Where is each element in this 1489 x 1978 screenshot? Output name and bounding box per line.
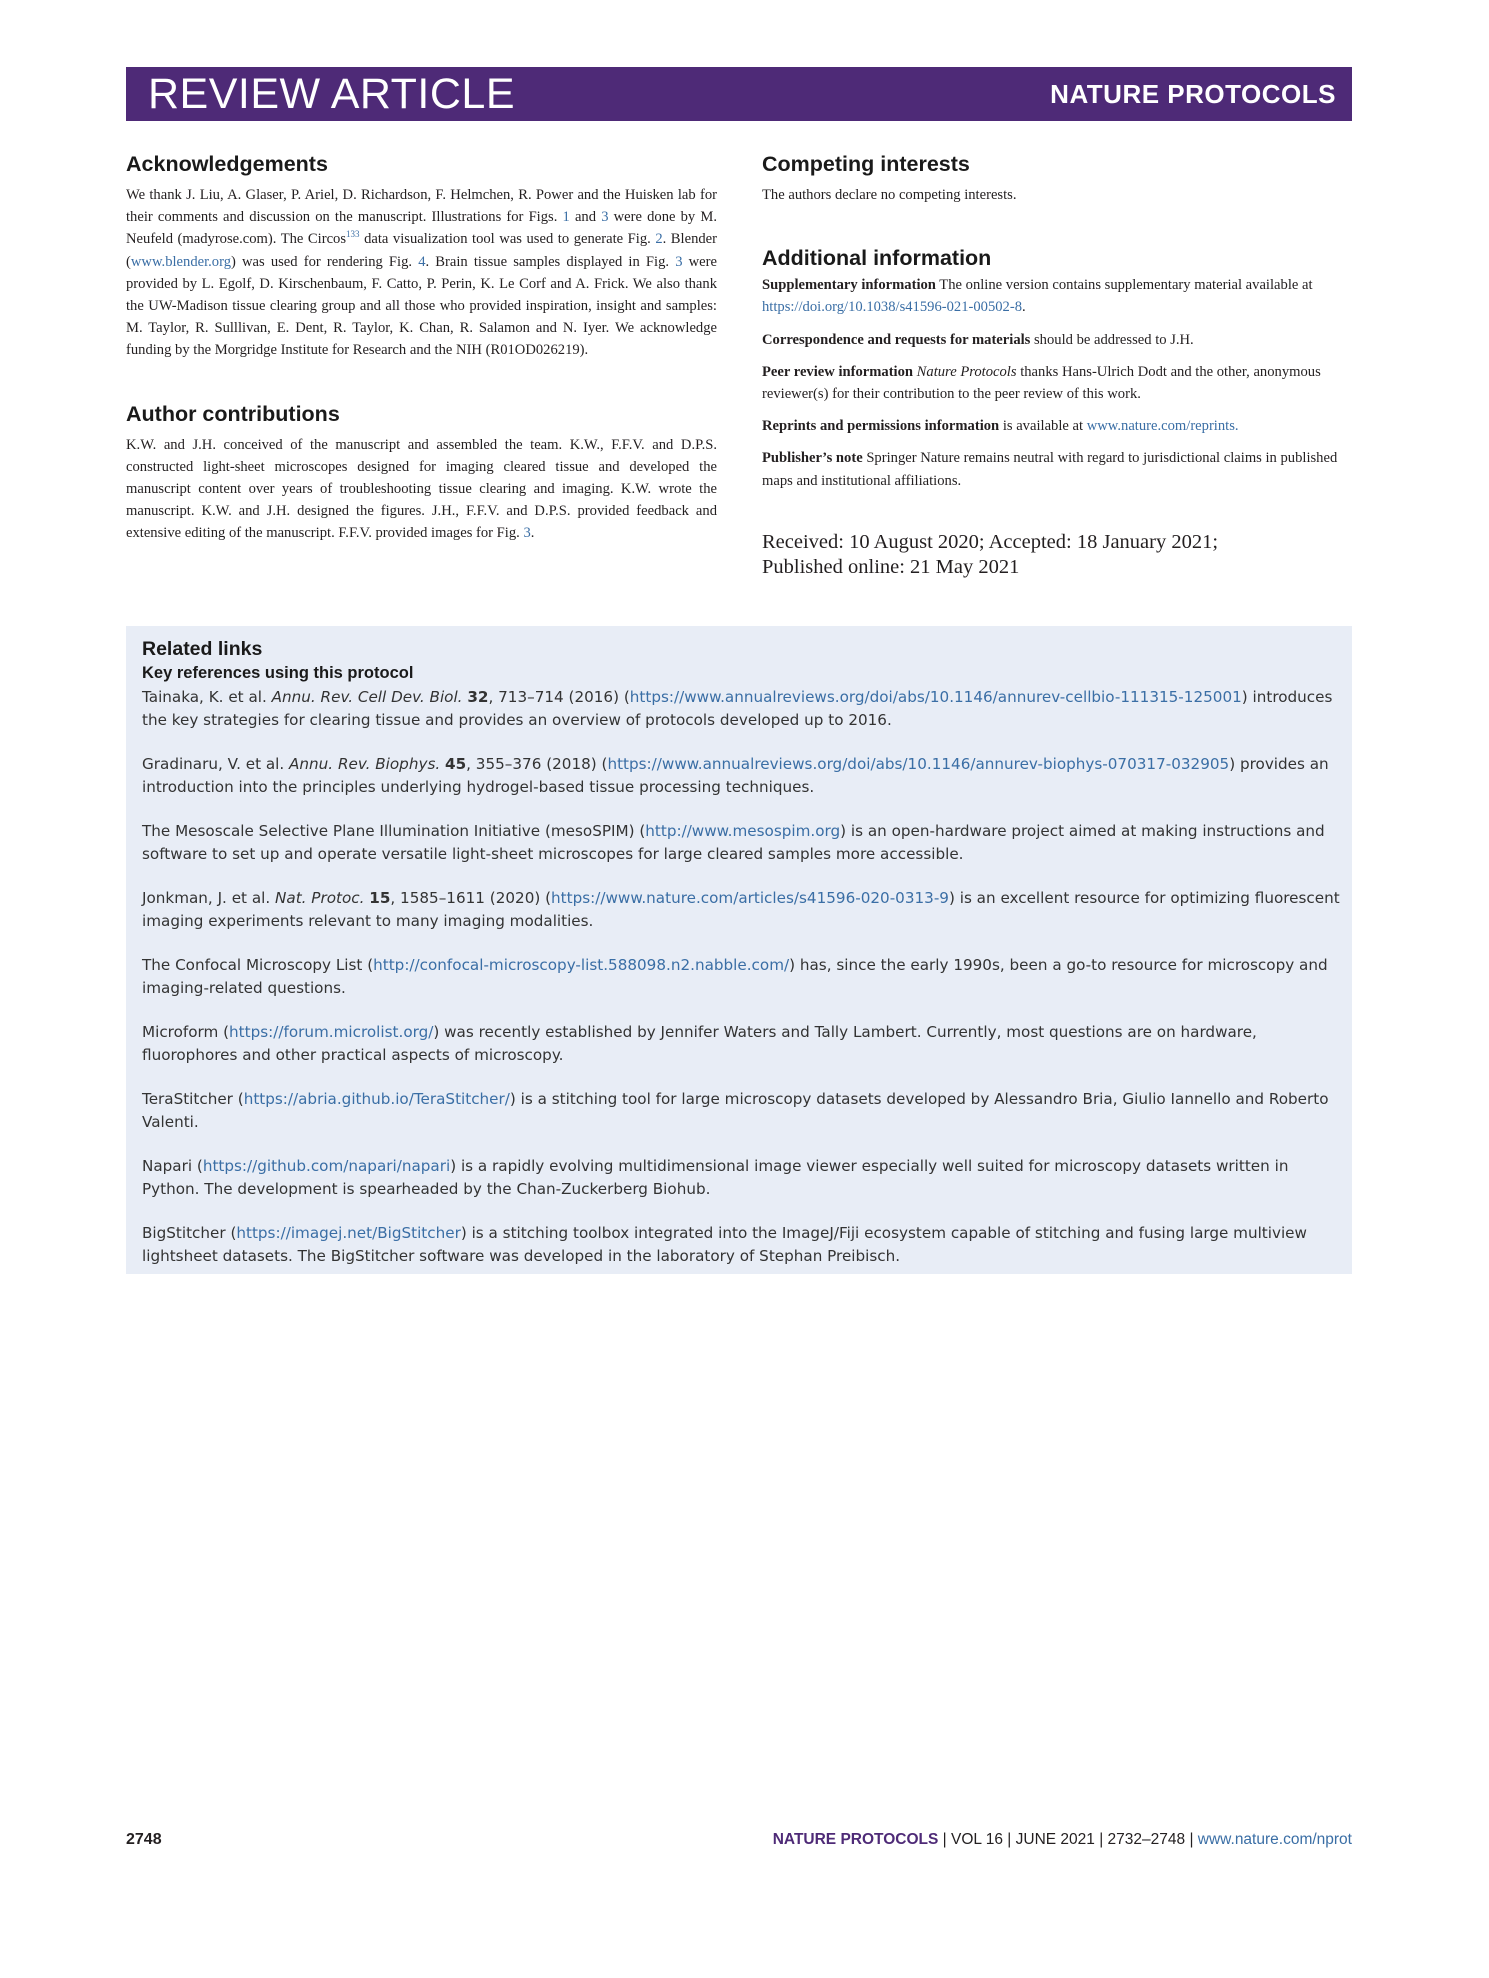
correspondence-info: Correspondence and requests for materials should be addressed to J.H. [762,331,1194,348]
ref-133-link[interactable]: 133 [346,229,360,240]
confocal-list-link[interactable]: http://confocal-microscopy-list.588098.n2.nabble.com/ [373,956,790,974]
competing-interests-text: The authors declare no competing interests. [762,187,1017,203]
publisher-note: Publisher’s note Springer Nature remains neutral with regard to jurisdictional claims in published maps and institutional affiliations. [762,450,1338,489]
related-entry-microform: Microform (https://forum.microlist.org/) was recently established by Jennifer Waters and Tally Lambert. Currently, most questions are on hardware, fluorophores and other practical aspects of microscopy. [142,1023,1257,1064]
fig-1-link[interactable]: 1 [562,209,570,226]
blender-link[interactable]: www.blender.org [130,253,231,270]
footer-journal-url[interactable]: www.nature.com/nprot [1197,1831,1352,1848]
jonkman-link[interactable]: https://www.nature.com/articles/s41596-020-0313-9 [551,889,949,907]
footer-volume: VOL 16 [951,1831,1003,1848]
footer-pages: 2732–2748 [1107,1831,1186,1848]
fig-4-link[interactable]: 4 [418,253,426,270]
related-entry-tainaka: Tainaka, K. et al. Annu. Rev. Cell Dev. Biol. 32, 713–714 (2016) (https://www.annualreviews.org/doi/abs/10.1146/annurev-cellbio-111315-125001) introduces the key strategies for clearing tissue and provides an overview of protocols developed up to 2016. [142,688,1333,729]
article-type-title: REVIEW ARTICLE [148,70,516,118]
peer-review-info: Peer review information Nature Protocols thanks Hans-Ulrich Dodt and the other, anonymous reviewer(s) for their contribution to the peer review of this work. [762,363,1321,403]
author-contributions-text: K.W. and J.H. conceived of the manuscript and assembled the team. K.W., F.F.V. and D.P.S. constructed light-sheet microscopes designed for imaging cleared tissue and developed the manuscript content over years of troubleshooting tissue clearing and imaging. K.W. wrote the manuscript. K.W. and J.H. designed the figures. J.H., F.F.V. and D.P.S. provided feedback and extensive editing of the manuscript. F.F.V. provided images for Fig. 3. [126,436,717,542]
published-online-date: Published online: 21 May 2021 [762,555,1020,578]
reprints-link[interactable]: www.nature.com/reprints. [1086,418,1239,435]
fig-3-link[interactable]: 3 [601,209,609,226]
bigstitcher-link[interactable]: https://imagej.net/BigStitcher [236,1224,461,1242]
page-number: 2748 [126,1831,162,1848]
fig-2-link[interactable]: 2 [655,231,663,248]
related-entry-terastitcher: TeraStitcher (https://abria.github.io/TeraStitcher/) is a stitching tool for large microscopy datasets developed by Alessandro Bria, Giulio Iannello and Roberto Valenti. [142,1090,1329,1131]
left-column [126,150,717,545]
mesospim-link[interactable]: http://www.mesospim.org [645,822,841,840]
header-band [126,67,1352,121]
tainaka-link[interactable]: https://www.annualreviews.org/doi/abs/10.1146/annurev-cellbio-111315-125001 [629,688,1242,706]
received-accepted-dates: Received: 10 August 2020; Accepted: 18 January 2021; [762,530,1219,553]
related-entry-napari: Napari (https://github.com/napari/napari) is a rapidly evolving multidimensional image viewer especially well suited for microscopy datasets written in Python. The development is spearheaded by the Chan-Zuckerberg Biohub. [142,1157,1289,1198]
terastitcher-link[interactable]: https://abria.github.io/TeraStitcher/ [243,1090,510,1108]
related-links-heading: Related links [142,638,263,660]
related-entry-gradinaru: Gradinaru, V. et al. Annu. Rev. Biophys. 45, 355–376 (2018) (https://www.annualreviews.org/doi/abs/10.1146/annurev-biophys-070317-032905) provides an introduction into the principles underlying hydrogel-based tissue processing techniques. [142,755,1329,796]
footer-date: JUNE 2021 [1015,1831,1095,1848]
related-entry-bigstitcher: BigStitcher (https://imagej.net/BigStitcher) is a stitching toolbox integrated into the ImageJ/Fiji ecosystem capable of stitching and fusing large multiview lightsheet datasets. The BigStitcher software was developed in the laboratory of Stephan Preibisch. [142,1224,1307,1265]
gradinaru-link[interactable]: https://www.annualreviews.org/doi/abs/10.1146/annurev-biophys-070317-032905 [607,755,1230,773]
competing-interests-heading: Competing interests [762,152,970,176]
key-references-subheading: Key references using this protocol [142,664,414,682]
napari-link[interactable]: https://github.com/napari/napari [202,1157,451,1175]
footer-journal: NATURE PROTOCOLS [772,1831,939,1848]
related-entry-mesospim: The Mesoscale Selective Plane Illumination Initiative (mesoSPIM) (http://www.mesospim.org) is an open-hardware project aimed at making instructions and software to set up and operate versatile light-sheet microscopes for large cleared samples more accessible. [142,822,1325,863]
fig-3-link-3[interactable]: 3 [523,525,531,542]
fig-3-link-2[interactable]: 3 [675,253,683,270]
supplementary-info: Supplementary information The online version contains supplementary material available at https://doi.org/10.1038/s41596-021-00502-8. [762,277,1313,316]
related-entry-jonkman: Jonkman, J. et al. Nat. Protoc. 15, 1585–1611 (2020) (https://www.nature.com/articles/s41596-020-0313-9) is an excellent resource for optimizing fluorescent imaging experiments relevant to many imaging modalities. [142,889,1340,930]
acknowledgements-text: We thank J. Liu, A. Glaser, P. Ariel, D. Richardson, F. Helmchen, R. Power and the Huisken lab for their comments and discussion on the manuscript. Illustrations for Figs. 1 and 3 were done by M. Neufeld (madyrose.com). The Circos$^{133}$ data visualization tool was used to generate Fig. 2. Blender (www.blender.org) was used for rendering Fig. 4. Brain tissue samples displayed in Fig. 3 were provided by L. Egolf, D. Kirschenbaum, F. Catto, P. Perin, K. Le Corf and A. Frick. We also thank the UW-Madison tissue clearing group and all those who provided inspiration, insight and samples: M. Taylor, R. Sulllivan, E. Dent, R. Taylor, K. Chan, R. Salamon and N. Iyer. We acknowledge funding by the Morgridge Institute for Research and the NIH (R01OD026219). [126,187,718,359]
related-links-box [126,626,1352,1274]
author-contributions-heading: Author contributions [126,401,340,426]
additional-information-heading: Additional information [762,246,992,271]
acknowledgements-heading: Acknowledgements [126,152,328,176]
footer-citation: NATURE PROTOCOLS | VOL 16 | JUNE 2021 | 2732–2748 | www.nature.com/nprot [772,1831,1352,1848]
microform-link[interactable]: https://forum.microlist.org/ [229,1023,434,1041]
journal-title: NATURE PROTOCOLS [1050,79,1336,109]
publication-dates [762,530,1352,580]
right-column [762,150,1352,580]
reprints-info: Reprints and permissions information is available at www.nature.com/reprints. [762,418,1239,435]
related-entry-confocal-list: The Confocal Microscopy List (http://confocal-microscopy-list.588098.n2.nabble.com/) has, since the early 1990s, been a go-to resource for microscopy and imaging-related questions. [142,956,1328,997]
doi-link[interactable]: https://doi.org/10.1038/s41596-021-00502-8 [762,299,1022,316]
